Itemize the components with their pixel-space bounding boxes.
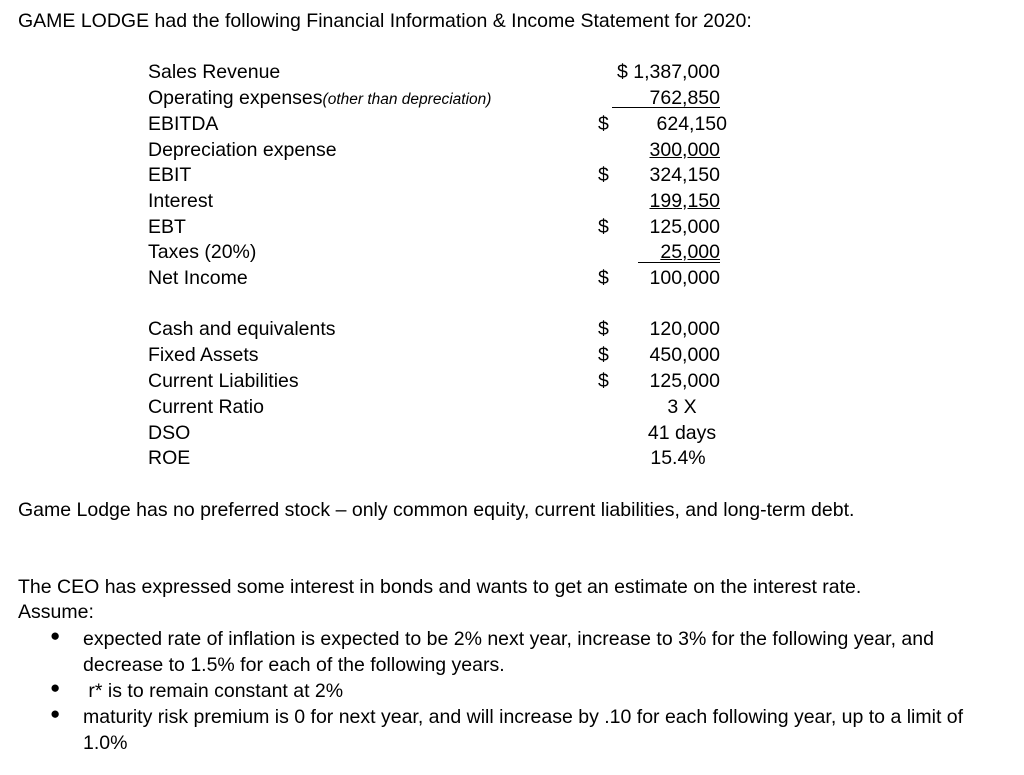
dollar-sign: $ <box>598 370 609 392</box>
row-amount: 762,850 <box>649 87 720 109</box>
info-row-current-ratio <box>0 396 1024 422</box>
dollar-sign: $ <box>598 344 609 366</box>
row-amount: $ 1,387,000 <box>616 61 720 83</box>
list-item-text: maturity risk premium is 0 for next year, and will increase by .10 for each following year, up to a limit of 1.0% <box>83 706 964 754</box>
row-label: DSO <box>148 422 191 444</box>
row-amount: 125,000 <box>649 370 720 392</box>
bullet-icon: ● <box>50 678 61 697</box>
row-label-note: (other than depreciation) <box>322 91 492 108</box>
row-amount: 300,000 <box>649 139 720 161</box>
row-label: ROE <box>148 447 191 469</box>
row-label: Cash and equivalents <box>148 318 336 340</box>
row-amount: 100,000 <box>649 267 720 289</box>
row-label: Sales Revenue <box>148 61 281 83</box>
row-amount: 624,150 <box>656 113 727 135</box>
row-amount: 199,150 <box>649 190 720 212</box>
row-amount: 324,150 <box>649 164 720 186</box>
income-row-depreciation-expense <box>0 139 1024 165</box>
row-label: Interest <box>148 190 214 212</box>
income-row-ebitda <box>0 113 1024 139</box>
row-amount: 41 days <box>647 422 717 444</box>
income-row-net-income <box>0 267 1024 293</box>
row-amount: 120,000 <box>649 318 720 340</box>
row-label-text: Operating expenses <box>148 87 323 109</box>
page-title: GAME LODGE had the following Financial Information & Income Statement for 2020: <box>18 10 752 32</box>
dollar-sign: $ <box>598 216 609 238</box>
row-label: Net Income <box>148 267 248 289</box>
row-label: Depreciation expense <box>148 139 337 161</box>
dollar-sign: $ <box>598 267 609 289</box>
row-amount: 125,000 <box>649 216 720 238</box>
info-row-cash <box>0 318 1024 344</box>
row-amount: 15.4% <box>650 447 706 469</box>
info-row-dso <box>0 422 1024 448</box>
row-label <box>148 87 491 110</box>
row-label: Fixed Assets <box>148 344 259 366</box>
income-row-operating-expenses <box>0 87 1024 113</box>
row-amount: 25,000 <box>660 241 720 263</box>
income-row-ebit <box>0 164 1024 190</box>
row-amount: 450,000 <box>649 344 720 366</box>
list-item-text: expected rate of inflation is expected to be 2% next year, increase to 3% for the following year, and decrease to 1.5% for each of the following years. <box>83 628 934 676</box>
row-label: Taxes (20%) <box>148 241 257 263</box>
ceo-note: The CEO has expressed some interest in bonds and wants to get an estimate on the interest rate. <box>18 576 862 598</box>
income-row-ebt <box>0 216 1024 242</box>
row-label: EBT <box>148 216 186 238</box>
list-item-text: r* is to remain constant at 2% <box>83 680 344 702</box>
dollar-sign: $ <box>598 164 609 186</box>
row-label: Current Ratio <box>148 396 264 418</box>
income-row-taxes <box>0 241 1024 267</box>
underline-rule <box>638 262 720 263</box>
row-amount: 3 X <box>667 396 697 418</box>
row-label: EBIT <box>148 164 192 186</box>
equity-note: Game Lodge has no preferred stock – only common equity, current liabilities, and long-term debt. <box>18 499 855 521</box>
dollar-sign: $ <box>598 318 609 340</box>
assume-label: Assume: <box>18 601 94 623</box>
info-row-current-liabilities <box>0 370 1024 396</box>
dollar-sign: $ <box>598 113 609 135</box>
row-label: Current Liabilities <box>148 370 299 392</box>
row-label: EBITDA <box>148 113 219 135</box>
info-row-fixed-assets <box>0 344 1024 370</box>
info-row-roe <box>0 447 1024 473</box>
income-row-interest <box>0 190 1024 216</box>
bullet-icon: ● <box>50 704 61 723</box>
bullet-icon: ● <box>50 626 61 645</box>
income-row-sales-revenue <box>0 61 1024 87</box>
